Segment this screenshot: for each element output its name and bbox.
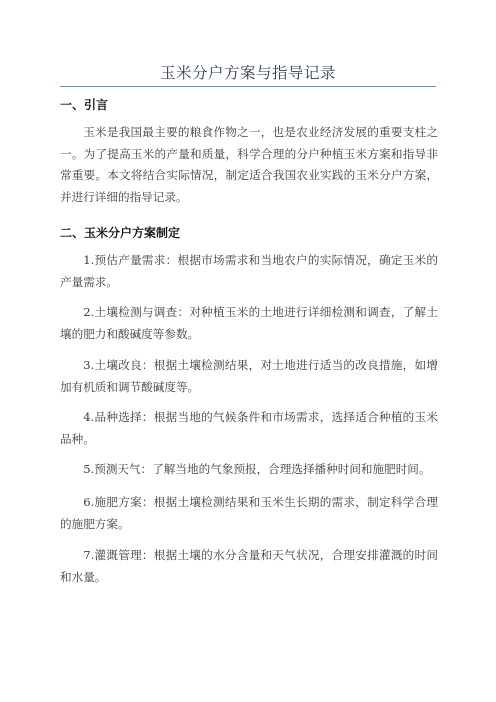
plan-item-soil-testing: 2.土壤检测与调查：对种植玉米的土地进行详细检测和调查，了解土壤的肥力和酸碱度等参数。 xyxy=(60,305,438,341)
document-title: 玉米分户方案与指导记录 xyxy=(159,64,336,82)
section-heading-plan: 二、玉米分户方案制定 xyxy=(60,226,181,240)
plan-item-soil-improvement: 3.土壤改良：根据土壤检测结果，对土地进行适当的改良措施，如增加有机质和调节酸碱度等。 xyxy=(60,358,438,394)
plan-item-weather-forecast: 5.预测天气：了解当地的气象预报，合理选择播种时间和施肥时间。 xyxy=(83,462,431,476)
section-heading-introduction: 一、引言 xyxy=(60,98,109,112)
title-divider xyxy=(60,86,436,87)
plan-item-yield-estimate: 1.预估产量需求：根据市场需求和当地农户的实际情况，确定玉米的产量需求。 xyxy=(60,253,438,289)
plan-item-fertilization: 6.施肥方案：根据土壤检测结果和玉米生长期的需求，制定科学合理的施肥方案。 xyxy=(60,495,438,531)
plan-item-irrigation: 7.灌溉管理：根据土壤的水分含量和天气状况，合理安排灌溉的时间和水量。 xyxy=(60,548,438,584)
intro-paragraph: 玉米是我国最主要的粮食作物之一，也是农业经济发展的重要支柱之一。为了提高玉米的产量和质量，科学合理的分户种植玉米方案和指导非常重要。本文将结合实际情况，制定适合我国农业实践的玉米分户方案，并进行详细的指导记录。 xyxy=(60,125,438,204)
plan-item-variety-selection: 4.品种选择：根据当地的气候条件和市场需求，选择适合种植的玉米品种。 xyxy=(60,410,438,446)
